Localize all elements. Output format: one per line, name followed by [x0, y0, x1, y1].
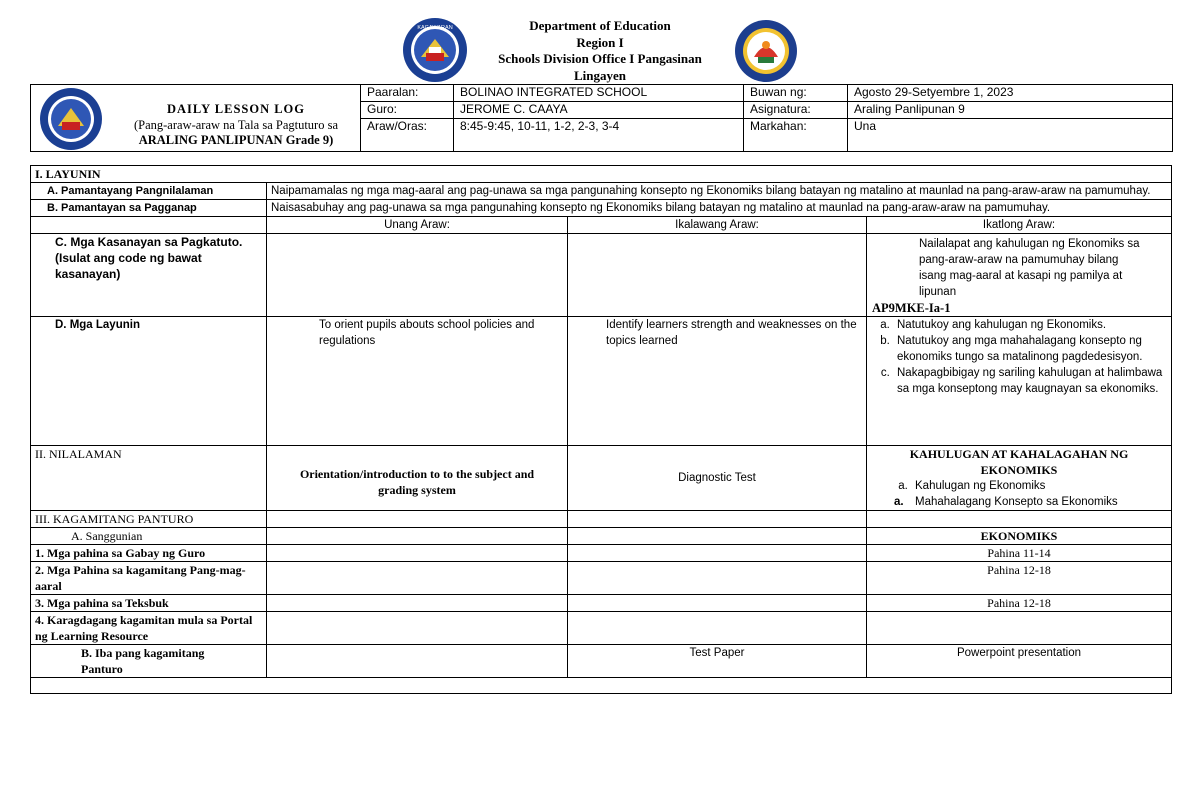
layunin-label: D. Mga Layunin: [31, 317, 267, 446]
city-name: Lingayen: [573, 67, 626, 83]
empty-cell: [267, 595, 568, 612]
kagamitan-label: III. KAGAMITANG PANTURO: [31, 511, 267, 528]
table-row: [31, 645, 1172, 678]
list-item: [894, 494, 1167, 510]
empty-cell: [867, 511, 1172, 528]
dll-heading: DAILY LESSON LOG: [166, 102, 306, 116]
guro-label: Guro:: [361, 102, 454, 119]
svg-text:KAGAWARAN: KAGAWARAN: [417, 25, 453, 31]
table-row: [31, 562, 1172, 595]
nilalaman-day3: [867, 446, 1172, 511]
layunin-day3: [867, 317, 1172, 446]
kasanayan-day2: [568, 234, 867, 317]
empty-cell: [267, 562, 568, 595]
empty-row: [31, 678, 1172, 694]
day2-header: Ikalawang Araw:: [568, 217, 867, 234]
empty-cell: [267, 545, 568, 562]
table-row: [31, 446, 1172, 511]
layunin-day3-list: [871, 317, 1167, 397]
info-table: [360, 84, 1173, 152]
info-row: [361, 85, 1173, 102]
day3-header: Ikatlong Araw:: [867, 217, 1172, 234]
pamantayang-pangnilalaman-text: Naipamamalas ng mga mag-aaral ang pag-unawa sa mga pangunahing konsepto ng Ekonomiks bilang batayan ng matalino at maunlad na pang-araw-araw na pamumuhay.: [267, 183, 1172, 200]
table-row: [31, 183, 1172, 200]
table-row: [31, 511, 1172, 528]
pamantayan-sa-pagganap-text: Naisasabuhay ang pag-unawa sa mga pangunahing konsepto ng Ekonomiks bilang batayan ng matalino at maunlad na pang-araw-araw na pamumuhay.: [267, 200, 1172, 217]
nilalaman-day1: Orientation/introduction to to the subject and grading system: [267, 446, 568, 511]
paaralan-value: BOLINAO INTEGRATED SCHOOL: [454, 85, 744, 102]
list-item: a. Kahulugan ng Ekonomiks: [911, 478, 1167, 494]
table-row: [31, 612, 1172, 645]
competency-code: AP9MKE-Ia-1: [872, 301, 951, 315]
markahan-label: Markahan:: [744, 119, 848, 152]
empty-cell: [568, 612, 867, 645]
table-row: [31, 595, 1172, 612]
empty-cell: [267, 511, 568, 528]
kagamitang-pang-mag-aaral-label: 2. Mga Pahina sa kagamitang Pang-mag-aaral: [31, 562, 267, 595]
table-row: [31, 200, 1172, 217]
lesson-table: [30, 165, 1172, 694]
info-row: [361, 102, 1173, 119]
iba-pang-kagamitan-day2: Test Paper: [568, 645, 867, 678]
region-name: Region I: [576, 34, 624, 50]
sanggunian-day3: EKONOMIKS: [867, 528, 1172, 545]
layunin-day1: To orient pupils abouts school policies and regulations: [267, 317, 568, 446]
empty-cell: [267, 528, 568, 545]
table-row: [31, 678, 1172, 694]
asignatura-label: Asignatura:: [744, 102, 848, 119]
empty-cell: [867, 612, 1172, 645]
markahan-value: Una: [848, 119, 1173, 152]
empty-cell: [568, 528, 867, 545]
pamantayan-sa-pagganap-label: B. Pamantayan sa Pagganap: [31, 200, 267, 217]
division-office-name: Schools Division Office I Pangasinan: [498, 51, 702, 66]
paaralan-label: Paaralan:: [361, 85, 454, 102]
empty-cell: [568, 545, 867, 562]
kasanayan-day3: [867, 234, 1172, 317]
gabay-ng-guro-day3: Pahina 11-14: [867, 545, 1172, 562]
table-row: [31, 166, 1172, 183]
deped-seal-small: [39, 87, 103, 151]
table-row: [31, 528, 1172, 545]
info-row: [361, 119, 1173, 152]
learning-resource-portal-label: 4. Karagdagang kagamitan mula sa Portal ng Learning Resource: [31, 612, 267, 645]
buwan-value: Agosto 29-Setyembre 1, 2023: [848, 85, 1173, 102]
table-row: [31, 217, 1172, 234]
kagamitang-pang-mag-aaral-day3: Pahina 12-18: [867, 562, 1172, 595]
list-item: b. Natutukoy ang mga mahahalagang konsepto ng ekonomiks tungo sa matalinong pagdedesisyon.: [893, 333, 1167, 365]
dll-subject: ARALING PANLIPUNAN Grade 9): [138, 133, 334, 147]
department-name: Department of Education: [529, 18, 671, 33]
empty-cell: [267, 612, 568, 645]
nilalaman-day3-list: [871, 478, 1167, 510]
sdo-seal: [734, 19, 798, 83]
empty-cell: [568, 562, 867, 595]
araw-label: Araw/Oras:: [361, 119, 454, 152]
layunin-day2: Identify learners strength and weaknesses on the topics learned: [568, 317, 867, 446]
list-text: Mahahalagang Konsepto sa Ekonomiks: [915, 496, 1118, 508]
nilalaman-label: II. NILALAMAN: [31, 446, 267, 511]
teksbuk-label: 3. Mga pahina sa Teksbuk: [31, 595, 267, 612]
empty-cell: [31, 217, 267, 234]
dll-title: [111, 102, 361, 149]
nilalaman-day2: Diagnostic Test: [568, 446, 867, 511]
iba-pang-kagamitan-label: B. Iba pang kagamitang Panturo: [31, 645, 267, 678]
empty-cell: [568, 511, 867, 528]
kasanayan-label: C. Mga Kasanayan sa Pagkatuto. (Isulat ang code ng bawat kasanayan): [31, 234, 267, 317]
table-row: [31, 545, 1172, 562]
buwan-label: Buwan ng:: [744, 85, 848, 102]
table-row: [31, 317, 1172, 446]
guro-value: JEROME C. CAAYA: [454, 102, 744, 119]
araw-value: 8:45-9:45, 10-11, 1-2, 2-3, 3-4: [454, 119, 744, 152]
teksbuk-day3: Pahina 12-18: [867, 595, 1172, 612]
iba-pang-kagamitan-day3: Powerpoint presentation: [867, 645, 1172, 678]
pamantayang-pangnilalaman-label: A. Pamantayang Pangnilalaman: [31, 183, 267, 200]
dll-title-block: [30, 84, 360, 152]
sanggunian-label: A. Sanggunian: [31, 528, 267, 545]
kasanayan-day3-text: Nailalapat ang kahulugan ng Ekonomiks sa pang-araw-araw na pamumuhay bilang isang mag-aaral at kasapi ng pamilya at lipunan: [919, 238, 1140, 298]
day1-header: Unang Araw:: [267, 217, 568, 234]
list-item: c. Nakapagbibigay ng sariling kahulugan at halimbawa sa mga konseptong may kaugnayan sa ekonomiks.: [893, 365, 1167, 397]
agency-header: [430, 18, 770, 84]
dll-subtitle: (Pang-araw-araw na Tala sa Pagtuturo sa: [133, 117, 339, 132]
layunin-heading: I. LAYUNIN: [31, 166, 1172, 183]
empty-cell: [568, 595, 867, 612]
list-marker: a.: [894, 496, 904, 508]
empty-cell: [267, 645, 568, 678]
table-row: [31, 234, 1172, 317]
asignatura-value: Araling Panlipunan 9: [848, 102, 1173, 119]
list-item: a. Natutukoy ang kahulugan ng Ekonomiks.: [893, 317, 1167, 333]
kasanayan-day1: [267, 234, 568, 317]
nilalaman-day3-title: KAHULUGAN AT KAHALAGAHAN NG EKONOMIKS: [909, 447, 1129, 477]
gabay-ng-guro-label: 1. Mga pahina sa Gabay ng Guro: [31, 545, 267, 562]
